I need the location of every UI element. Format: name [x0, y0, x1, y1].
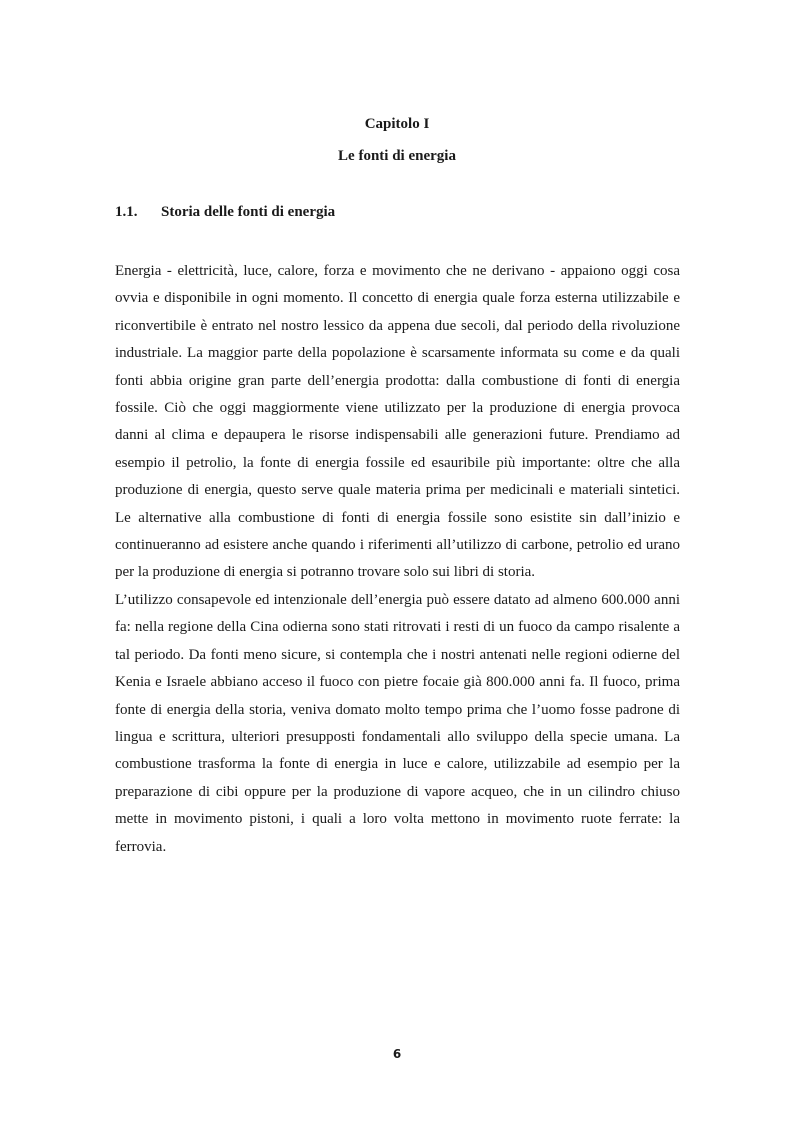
body-text	[115, 258, 680, 861]
chapter-subtitle: Le fonti di energia	[338, 148, 456, 164]
chapter-title: Capitolo I	[364, 116, 430, 132]
page-number: 6	[392, 1047, 402, 1061]
section-title: Storia delle fonti di energia	[161, 204, 336, 220]
section-number: 1.1.	[115, 204, 138, 220]
section-heading	[115, 202, 335, 222]
paragraph-2: L’utilizzo consapevole ed intenzionale dell’energia può essere datato ad almeno 600.000 anni fa: nella regione della Cina odierna sono stati ritrovati i resti di un fuoco da campo risalente a tal periodo. Da fonti meno sicure, si contempla che i nostri antenati nelle regioni odierne del Kenia e Israele abbiano acceso il fuoco con pietre focaie già 800.000 anni fa. Il fuoco, prima fonte di energia della storia, veniva domato molto tempo prima che l’uomo fosse padrone di lingua e scrittura, ulteriori presupposti fondamentali allo sviluppo della specie umana. La combustione trasforma la fonte di energia in luce e calore, utilizzabile ad esempio per la preparazione di cibi oppure per la produzione di vapore acqueo, che in un cilindro chiuso mette in movimento pistoni, i quali a loro volta mettono in movimento ruote ferrate: la ferrovia.	[115, 591, 680, 855]
paragraph-1: Energia - elettricità, luce, calore, forza e movimento che ne derivano - appaiono oggi cosa ovvia e disponibile in ogni momento. Il concetto di energia quale forza esterna utilizzabile e riconvertibile è entrato nel nostro lessico da appena due secoli, dal periodo della rivoluzione industriale. La maggior parte della popolazione è scarsamente informata su come e da quali fonti abbia origine gran parte dell’energia prodotta: dalla combustione di fonti di energia fossile. Ciò che oggi maggiormente viene utilizzato per la produzione di energia provoca danni al clima e depaupera le risorse indispensabili alle generazioni future. Prendiamo ad esempio il petrolio, la fonte di energia fossile ed esauribile più importante: oltre che alla produzione di energia, questo serve quale materia prima per medicinali e materiali sintetici. Le alternative alla combustione di fonti di energia fossile sono esistite sin dall’inizio e continueranno ad esistere anche quando i riferimenti all’utilizzo di carbone, petrolio ed urano per la produzione di energia si potranno trovare solo sui libri di storia.	[115, 263, 680, 581]
